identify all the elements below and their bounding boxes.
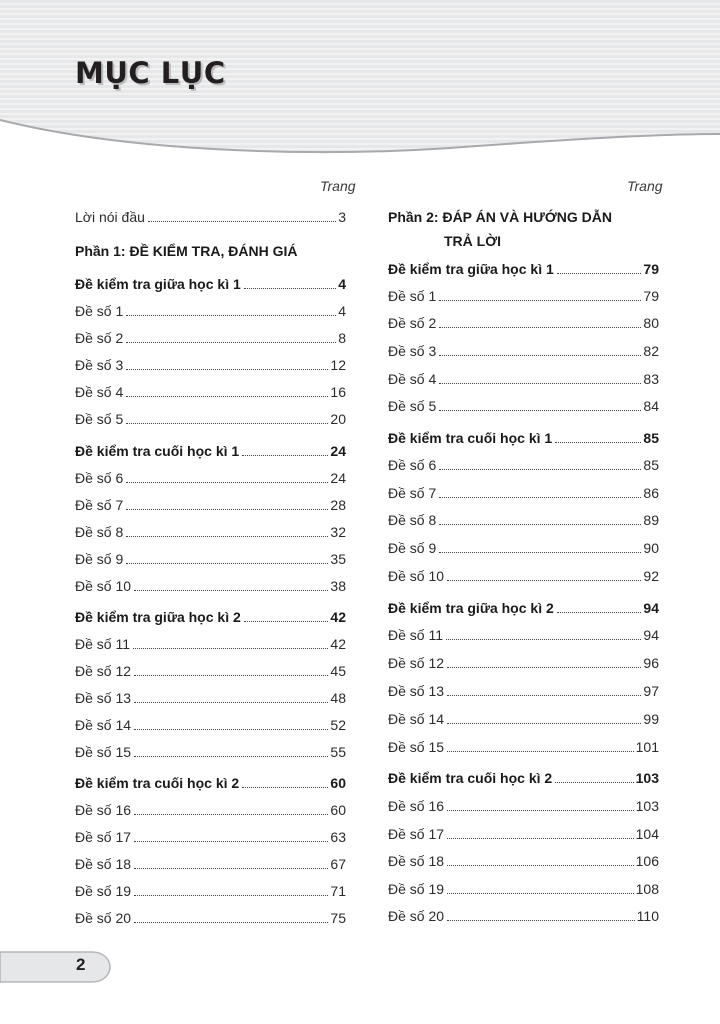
- part-1-title: Phần 1: ĐỀ KIỂM TRA, ĐÁNH GIÁ: [75, 243, 298, 259]
- toc-entry[interactable]: Đề số 17 63: [75, 829, 346, 845]
- toc-entry[interactable]: Đề số 4 16: [75, 384, 346, 400]
- toc-group-heading[interactable]: Đề kiểm tra giữa học kì 1 4: [75, 276, 346, 292]
- page-column-label-right: Trang: [627, 178, 663, 194]
- page-number: 2: [76, 955, 86, 974]
- leader-dots: [439, 355, 641, 356]
- toc-group-heading[interactable]: Đề kiểm tra cuối học kì 1 85: [388, 430, 659, 446]
- page-column-label-left: Trang: [320, 178, 356, 194]
- toc-entry[interactable]: Đề số 12 96: [388, 655, 659, 671]
- leader-dots: [134, 922, 328, 923]
- toc-entry[interactable]: Đề số 9 35: [75, 551, 346, 567]
- toc-entry[interactable]: Đề số 15 55: [75, 744, 346, 760]
- toc-entry[interactable]: Đề số 14 52: [75, 717, 346, 733]
- toc-entry[interactable]: Đề số 2 80: [388, 315, 659, 331]
- leader-dots: [447, 751, 634, 752]
- toc-entry[interactable]: Đề số 16 60: [75, 802, 346, 818]
- toc-entry[interactable]: Đề số 13 97: [388, 683, 659, 699]
- leader-dots: [439, 469, 641, 470]
- leader-dots: [126, 563, 328, 564]
- leader-dots: [439, 383, 641, 384]
- leader-dots: [557, 273, 642, 274]
- leader-dots: [447, 667, 641, 668]
- toc-entry[interactable]: Đề số 3 12: [75, 357, 346, 373]
- leader-dots: [447, 580, 641, 581]
- toc-group-heading[interactable]: Đề kiểm tra giữa học kì 1 79: [388, 261, 659, 277]
- toc-entry[interactable]: Đề số 10 92: [388, 568, 659, 584]
- leader-dots: [447, 865, 634, 866]
- toc-entry[interactable]: Đề số 5 20: [75, 411, 346, 427]
- leader-dots: [126, 369, 328, 370]
- leader-dots: [244, 621, 329, 622]
- leader-dots: [126, 342, 336, 343]
- leader-dots: [148, 221, 336, 222]
- leader-dots: [439, 524, 641, 525]
- toc-entry[interactable]: Đề số 17 104: [388, 826, 659, 842]
- toc-entry[interactable]: Đề số 16 103: [388, 798, 659, 814]
- leader-dots: [555, 782, 633, 783]
- leader-dots: [126, 536, 328, 537]
- toc-group-heading[interactable]: Đề kiểm tra cuối học kì 2 60: [75, 775, 346, 791]
- leader-dots: [126, 396, 328, 397]
- leader-dots: [446, 639, 641, 640]
- page-title: MỤC LỤC: [75, 56, 226, 90]
- leader-dots: [134, 895, 328, 896]
- toc-entry[interactable]: Đề số 6 24: [75, 470, 346, 486]
- leader-dots: [439, 552, 641, 553]
- toc-entry[interactable]: Đề số 1 79: [388, 288, 659, 304]
- toc-entry[interactable]: Đề số 19 71: [75, 883, 346, 899]
- leader-dots: [242, 455, 328, 456]
- toc-entry[interactable]: Đề số 2 8: [75, 330, 346, 346]
- toc-entry[interactable]: Đề số 9 90: [388, 540, 659, 556]
- toc-entry[interactable]: Đề số 8 89: [388, 512, 659, 528]
- part-2-title: Phần 2: ĐÁP ÁN VÀ HƯỚNG DẪN: [388, 209, 612, 225]
- leader-dots: [447, 920, 635, 921]
- leader-dots: [134, 702, 328, 703]
- leader-dots: [439, 410, 641, 411]
- leader-dots: [447, 893, 634, 894]
- leader-dots: [557, 612, 642, 613]
- toc-group-heading[interactable]: Đề kiểm tra giữa học kì 2 42: [75, 609, 346, 625]
- toc-entry[interactable]: Đề số 12 45: [75, 663, 346, 679]
- leader-dots: [447, 810, 634, 811]
- toc-entry[interactable]: Đề số 13 48: [75, 690, 346, 706]
- leader-dots: [242, 787, 328, 788]
- toc-entry[interactable]: Đề số 18 67: [75, 856, 346, 872]
- leader-dots: [134, 590, 328, 591]
- toc-entry[interactable]: Đề số 6 85: [388, 457, 659, 473]
- leader-dots: [447, 695, 641, 696]
- leader-dots: [126, 423, 328, 424]
- toc-entry-intro[interactable]: Lời nói đầu 3: [75, 209, 346, 225]
- toc-group-heading[interactable]: Đề kiểm tra cuối học kì 1 24: [75, 443, 346, 459]
- leader-dots: [134, 729, 328, 730]
- leader-dots: [134, 868, 328, 869]
- leader-dots: [447, 723, 641, 724]
- toc-entry[interactable]: Đề số 7 28: [75, 497, 346, 513]
- toc-entry[interactable]: Đề số 1 4: [75, 303, 346, 319]
- part-2-title-cont: TRẢ LỜI: [444, 233, 502, 249]
- leader-dots: [134, 756, 328, 757]
- toc-group-heading[interactable]: Đề kiểm tra giữa học kì 2 94: [388, 600, 659, 616]
- toc-entry[interactable]: Đề số 20 75: [75, 910, 346, 926]
- toc-entry[interactable]: Đề số 19 108: [388, 881, 659, 897]
- leader-dots: [447, 838, 634, 839]
- toc-entry[interactable]: Đề số 18 106: [388, 853, 659, 869]
- page-number-tab: [0, 950, 112, 984]
- toc-entry[interactable]: Đề số 7 86: [388, 485, 659, 501]
- toc-entry[interactable]: Đề số 10 38: [75, 578, 346, 594]
- toc-entry[interactable]: Đề số 11 42: [75, 636, 346, 652]
- leader-dots: [134, 841, 328, 842]
- leader-dots: [439, 497, 641, 498]
- leader-dots: [126, 509, 328, 510]
- toc-entry[interactable]: Đề số 14 99: [388, 711, 659, 727]
- leader-dots: [439, 327, 641, 328]
- toc-entry[interactable]: Đề số 11 94: [388, 627, 659, 643]
- leader-dots: [126, 482, 328, 483]
- toc-entry[interactable]: Đề số 8 32: [75, 524, 346, 540]
- toc-entry[interactable]: Đề số 3 82: [388, 343, 659, 359]
- toc-group-heading[interactable]: Đề kiểm tra cuối học kì 2 103: [388, 770, 659, 786]
- leader-dots: [244, 288, 336, 289]
- toc-entry[interactable]: Đề số 5 84: [388, 398, 659, 414]
- toc-entry[interactable]: Đề số 20 110: [388, 908, 659, 924]
- toc-entry[interactable]: Đề số 15 101: [388, 739, 659, 755]
- leader-dots: [134, 814, 328, 815]
- leader-dots: [134, 675, 328, 676]
- leader-dots: [126, 315, 336, 316]
- toc-entry[interactable]: Đề số 4 83: [388, 371, 659, 387]
- leader-dots: [133, 648, 328, 649]
- leader-dots: [555, 442, 641, 443]
- leader-dots: [439, 300, 641, 301]
